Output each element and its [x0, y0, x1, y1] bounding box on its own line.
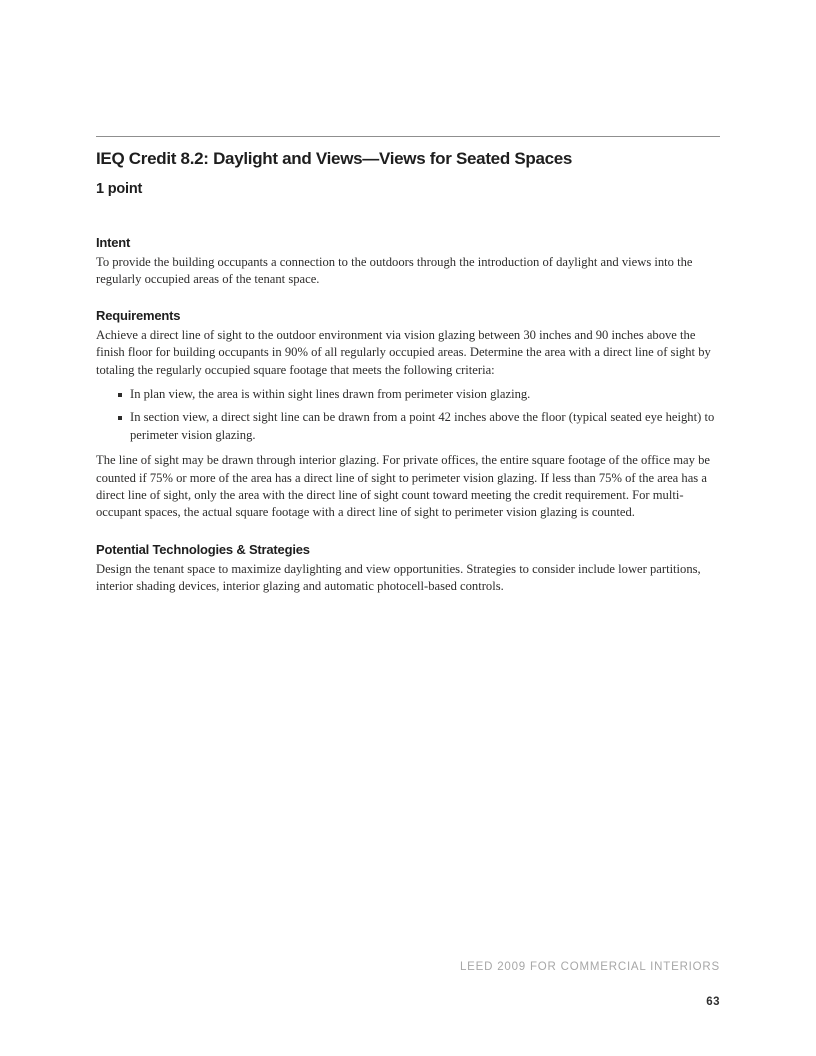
intent-heading: Intent — [96, 235, 131, 250]
requirements-bullet-list — [96, 386, 720, 444]
page-content — [96, 0, 720, 596]
requirements-intro: Achieve a direct line of sight to the outdoor environment via vision glazing between 30 inches and 90 inches above the finish floor for building occupants in 90% of all regularly occupied areas. Determine the area with a direct line of sight by totaling the regularly occupied square footage that meets the following criteria: — [96, 327, 711, 377]
footer-page-number: 63 — [706, 996, 720, 1008]
strategies-heading: Potential Technologies & Strategies — [96, 541, 310, 557]
bullet-text: In section view, a direct sight line can be drawn from a point 42 inches above the floor (typical seated eye height) to perimeter vision glazing. — [130, 410, 715, 442]
square-bullet-icon — [118, 393, 122, 397]
bullet-item — [118, 409, 720, 444]
header-rule — [96, 136, 720, 137]
requirements-body: The line of sight may be drawn through interior glazing. For private offices, the entire square footage of the office may be counted if 75% or more of the area has a direct line of sight to perimeter vision glazing. If less than 75% of the area has a direct line of sight, only the area with the direct line of sight count toward meeting the credit requirement. For multi-occupant spaces, the actual square footage with a direct line of sight to perimeter vision glazing is counted. — [96, 453, 710, 520]
footer-book-title: LEED 2009 FOR COMMERCIAL INTERIORS — [459, 961, 720, 973]
intent-body: To provide the building occupants a connection to the outdoors through the introduction of daylight and views into the regularly occupied areas of the tenant space. — [96, 255, 693, 287]
bullet-item — [118, 386, 720, 403]
requirements-heading: Requirements — [96, 307, 181, 323]
credit-points: 1 point — [96, 181, 143, 197]
strategies-body: Design the tenant space to maximize daylighting and view opportunities. Strategies to consider include lower partitions, interior shading devices, interior glazing and automatic photocell-based controls. — [96, 561, 701, 594]
square-bullet-icon — [118, 416, 122, 420]
credit-title: IEQ Credit 8.2: Daylight and Views—Views for Seated Spaces — [96, 149, 573, 168]
bullet-text: In plan view, the area is within sight lines drawn from perimeter vision glazing. — [130, 387, 531, 402]
